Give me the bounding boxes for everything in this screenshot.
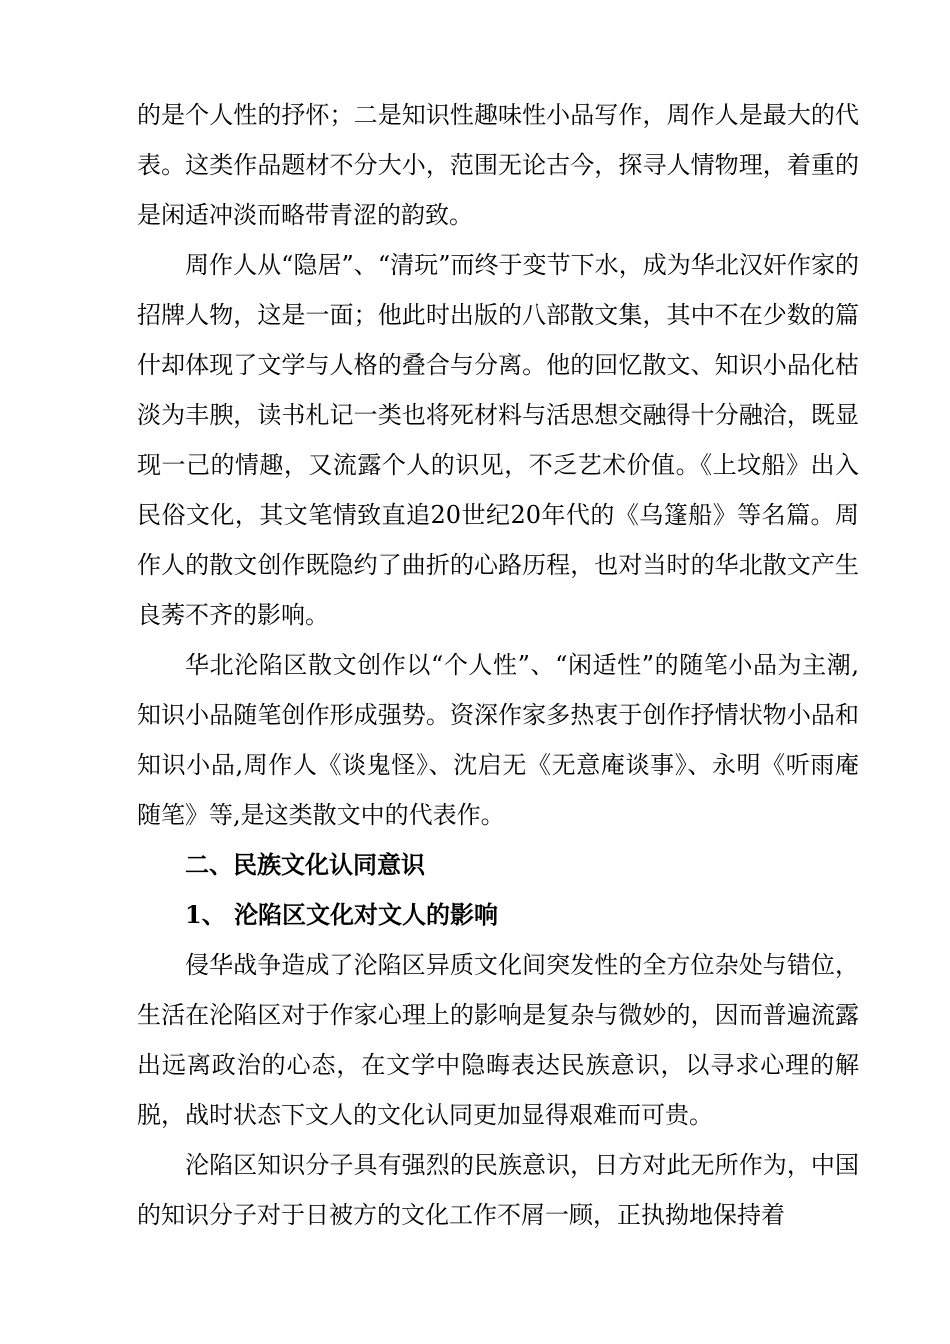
paragraph-zhou-zuoren: 周作人从“隐居”、“清玩”而终于变节下水，成为华北汉奸作家的招牌人物，这是一面；他此时出版的八部散文集，其中不在少数的篇什却体现了文学与人格的叠合与分离。他的回忆散文、知识小品化枯淡为丰腴，读书札记一类也将死材料与活思想交融得十分融洽，既显现一己的情趣，又流露个人的识见，不乏艺术价值。《上坟船》出入民俗文化，其文笔情致直追20世纪20年代的《乌篷船》等名篇。周作人的散文创作既隐约了曲折的心路历程，也对当时的华北散文产生良莠不齐的影响。 — [137, 251, 859, 629]
subsection-heading: 1、 沦陷区文化对文人的影响 — [185, 900, 499, 929]
document-body — [137, 90, 859, 1240]
paragraph-north-china-prose: 华北沦陷区散文创作以“个人性”、“闲适性”的随笔小品为主潮,知识小品随笔创作形成强势。资深作家多热衷于创作抒情状物小品和知识小品,周作人《谈鬼怪》、沈启无《无意庵谈事》、永明《听雨庵随笔》等,是这类散文中的代表作。 — [137, 651, 859, 829]
paragraph-continued: 的是个人性的抒怀；二是知识性趣味性小品写作，周作人是最大的代表。这类作品题材不分大小，范围无论古今，探寻人情物理，着重的是闲适冲淡而略带青涩的韵致。 — [137, 101, 859, 229]
section-heading: 二、民族文化认同意识 — [185, 850, 425, 879]
paragraph-intellectuals: 沦陷区知识分子具有强烈的民族意识，日方对此无所作为，中国的知识分子对于日被方的文化工作不屑一顾，正执拗地保持着 — [137, 1151, 859, 1229]
paragraph-war-culture: 侵华战争造成了沦陷区异质文化间突发性的全方位杂处与错位，生活在沦陷区对于作家心理上的影响是复杂与微妙的，因而普遍流露出远离政治的心态，在文学中隐晦表达民族意识，以寻求心理的解脱，战时状态下文人的文化认同更加显得艰难而可贵。 — [137, 951, 859, 1129]
